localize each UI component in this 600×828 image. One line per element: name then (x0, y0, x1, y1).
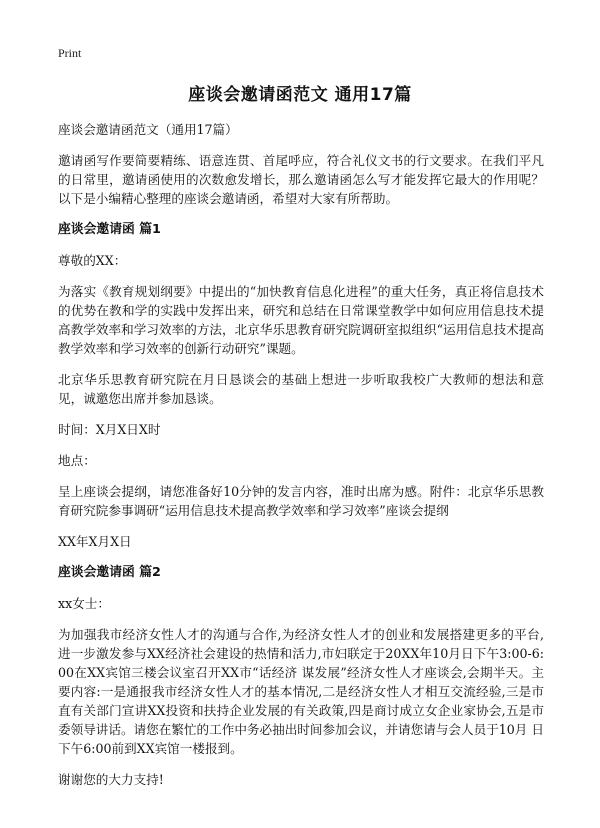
body-paragraph: 呈上座谈会提纲，请您准备好10分钟的发言内容，准时出席为感。附件：北京华乐思教育研究院参事调研“运用信息技术提高教学效率和学习效率”座谈会提纲 (58, 484, 544, 518)
location-line: 地点： (58, 453, 96, 468)
section-heading: 座谈会邀请函 篇2 (58, 565, 161, 580)
salutation: xx女士： (58, 596, 110, 611)
section-heading: 座谈会邀请函 篇1 (58, 222, 161, 237)
body-paragraph: 为加强我市经济女性人才的沟通与合作,为经济女性人才的创业和发展搭建更多的平台,进一步激发参与XX经济社会建设的热情和活力,市妇联定于20XX年10月日下午3:00-6:00在XX宾馆三楼会议室召开XX市“话经济 谋发展”经济女性人才座谈会,会期半天。主要内容:一是通报我市经济女性人才的基本情况,二是经济女性人才相互交流经验,三是市直有关部门宣讲XX投资和扶持企业发展的有关政策,四是商讨成立女企业家协会,五是市委领导讲话。请您在繁忙的工作中务必抽出时间参加会议，并请您请与会人员于10月 日下午6:00前到XX宾馆一楼报到。 (58, 627, 544, 756)
body-paragraph: 为落实《教育规划纲要》中提出的“加快教育信息化进程”的重大任务，真正将信息技术的优势在教和学的实践中发挥出来，研究和总结在日常课堂教学中如何应用信息技术提高教学效率和学习效率的方法，北京华乐思教育研究院调研室拟组织“运用信息技术提高教学效率和学习效率的创新行动研究”课题。 (58, 284, 544, 356)
document-body (58, 120, 544, 801)
document-subtitle: 座谈会邀请函范文（通用17篇） (58, 122, 238, 137)
page-title: 座谈会邀请函范文 通用17篇 (188, 85, 412, 105)
time-line: 时间：X月X日X时 (58, 422, 161, 437)
closing-line: 谢谢您的大力支持! (58, 772, 164, 787)
date-line: XX年X月X日 (58, 534, 132, 549)
salutation: 尊敬的XX： (58, 253, 127, 268)
body-paragraph: 北京华乐思教育研究院在月日恳谈会的基础上想进一步听取我校广大教师的想法和意见，诚邀您出席并参加恳谈。 (58, 372, 544, 406)
print-label: Print (58, 46, 82, 60)
intro-paragraph: 邀请函写作要简要精练、语意连贯、首尾呼应，符合礼仪文书的行文要求。在我们平凡的日常里，邀请函使用的次数愈发增长，那么邀请函怎么写才能发挥它最大的作用呢？以下是小编精心整理的座谈会邀请函，希望对大家有所帮助。 (58, 153, 544, 206)
